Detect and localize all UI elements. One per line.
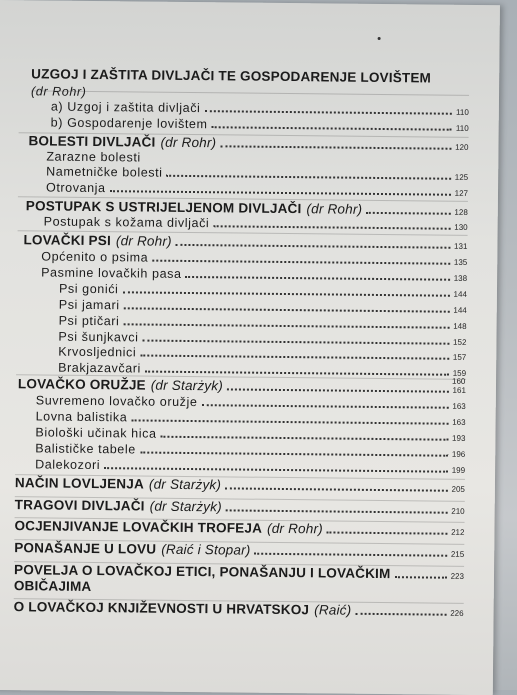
dot-leader: [327, 531, 447, 534]
toc-author: (Raić): [314, 602, 352, 618]
toc-page-number: 131: [454, 241, 468, 251]
toc-title: Nametničke bolesti: [46, 164, 163, 180]
dot-leader: [123, 323, 449, 328]
toc-entry-row: [59, 314, 467, 332]
toc-author: (dr Starżyk): [149, 498, 222, 515]
dot-leader: [110, 190, 451, 196]
toc-title: Suvremeno lovačko oružje: [35, 393, 198, 410]
dot-leader: [394, 576, 446, 579]
dot-leader: [254, 553, 446, 557]
toc-title: Psi jamari: [58, 297, 120, 313]
toc-page-number: 163: [452, 401, 466, 411]
toc-page-number: 127: [454, 188, 469, 198]
toc-title: LOVAČKO ORUŽJE: [17, 376, 146, 393]
toc-page-number: 210: [451, 506, 465, 516]
toc-title: Psi šunjkavci: [58, 329, 139, 345]
dot-leader: [226, 509, 448, 513]
toc-title: POSTUPAK S USTRIJELJENOM DIVLJAČI: [25, 198, 302, 217]
toc-page-number: 199: [451, 465, 466, 475]
toc-entry-row: [51, 100, 469, 118]
toc-title: Dalekozori: [35, 457, 101, 473]
toc-title: NAČIN LOVLJENJA: [14, 475, 145, 492]
toc-author: (Raić i Stopar): [161, 541, 251, 558]
toc-entry-row: [58, 345, 466, 363]
toc-page-number: 130: [454, 222, 468, 232]
toc-title: OCJENJIVANJE LOVAČKIH TROFEJA: [14, 518, 263, 536]
toc-page-number: 144: [453, 289, 467, 299]
toc-title: Lovna balistika: [35, 409, 128, 425]
dot-leader: [225, 487, 447, 491]
toc-title: Biološki učinak hica: [35, 425, 157, 441]
toc-page-number: 125: [454, 172, 469, 182]
toc-title: POVELJA O LOVAČKOJ ETICI, PONAŠANJU I LOVAČKIM: [13, 562, 391, 582]
dot-leader: [227, 388, 449, 392]
toc-title: LOVAČKI PSI: [23, 232, 112, 249]
toc-title: O LOVAČKOJ KNJIŽEVNOSTI U HRVATSKOJ: [13, 599, 310, 618]
dot-leader: [104, 467, 448, 473]
dot-leader: [145, 371, 449, 376]
toc-entry-row: [35, 457, 465, 476]
toc-author: (dr Starżyk): [150, 377, 224, 394]
toc-title: PONAŠANJE U LOVU: [14, 540, 157, 557]
toc-title: Pasmine lovačkih pasa: [41, 265, 182, 281]
toc-title: Brakjazavčari: [58, 360, 142, 376]
toc-title: Psi ptičari: [58, 313, 120, 329]
dot-leader: [161, 436, 449, 441]
toc-page-number: 159: [452, 368, 467, 378]
toc-page-number: 160: [451, 376, 466, 386]
toc-title: Postupak s kožama divljači: [43, 214, 210, 231]
toc-title: Balističke tabele: [35, 441, 136, 457]
toc-entry-row: [46, 164, 468, 182]
toc-page-number: 161: [452, 385, 466, 395]
dot-leader: [212, 126, 452, 131]
toc-title: Otrovanja: [45, 180, 106, 196]
toc-title: Psi gonići: [58, 281, 119, 297]
toc-page-number: 157: [452, 352, 467, 362]
toc-title: a) Uzgoj i zaštita divljači: [50, 99, 201, 116]
toc-title: b) Gospodarenje lovištem: [50, 115, 208, 132]
toc-entry-row: [59, 298, 467, 316]
toc-page-number: 138: [453, 273, 468, 283]
toc-author: (dr Rohr): [306, 201, 363, 217]
toc-heading-row: [14, 578, 92, 594]
toc-entry-row: [46, 149, 141, 164]
toc-page-number: 110: [455, 123, 469, 133]
toc-page-number: 215: [450, 549, 465, 559]
toc-page-number: 193: [452, 433, 466, 443]
toc-page-number: 128: [454, 207, 468, 217]
dot-leader: [124, 307, 450, 312]
toc-page-number: 148: [453, 321, 467, 331]
toc-entry-row: [51, 116, 469, 134]
toc-page-number: 163: [452, 417, 466, 427]
dot-leader: [131, 419, 448, 424]
dot-leader: [204, 110, 452, 115]
toc-page-number: 226: [450, 608, 464, 618]
toc-title: OBIČAJIMA: [13, 578, 92, 594]
toc-author: (dr Rohr): [115, 233, 172, 249]
toc-page-number: 152: [453, 337, 467, 347]
toc-title: Zarazne bolesti: [46, 149, 141, 165]
toc-page-number: 212: [451, 527, 465, 537]
toc-page-number: 196: [451, 449, 466, 459]
dot-leader: [201, 404, 448, 409]
section-rule: [31, 90, 469, 96]
dot-leader: [176, 244, 450, 249]
dot-leader: [186, 276, 450, 281]
toc-page-number: 144: [453, 305, 467, 315]
toc-page-number: 205: [451, 484, 465, 494]
dot-leader: [122, 291, 449, 296]
dot-leader: [167, 175, 451, 180]
toc-page-number: 120: [455, 142, 469, 152]
toc-title: UZGOJ I ZAŠTITA DIVLJAČI TE GOSPODARENJE LOVIŠTEM: [31, 66, 432, 86]
toc-title: Općenito o psima: [41, 249, 149, 265]
toc-title: (dr Rohr): [30, 84, 87, 99]
dot-leader: [220, 145, 451, 149]
toc-title: TRAGOVI DIVLJAČI: [14, 497, 145, 514]
toc-page-number: 110: [456, 107, 469, 117]
toc-title: Krvosljednici: [58, 344, 137, 360]
toc-heading-row: [31, 66, 431, 85]
dot-leader: [213, 225, 450, 229]
dot-leader: [140, 354, 449, 359]
dot-leader: [355, 613, 446, 616]
toc-page-number: 223: [450, 571, 465, 581]
toc-author: (dr Rohr): [266, 520, 323, 537]
toc-entry-row: [46, 180, 468, 198]
dot-leader: [142, 340, 449, 345]
toc-title: BOLESTI DIVLJAČI: [28, 133, 156, 150]
toc-entry-row: [59, 282, 467, 300]
dot-leader: [140, 451, 448, 456]
toc-author: (dr Starżyk): [148, 476, 222, 493]
dot-leader: [152, 260, 450, 265]
dot-leader: [366, 212, 450, 215]
toc-page-number: 135: [453, 257, 468, 267]
toc-author: (dr Rohr): [160, 134, 217, 151]
